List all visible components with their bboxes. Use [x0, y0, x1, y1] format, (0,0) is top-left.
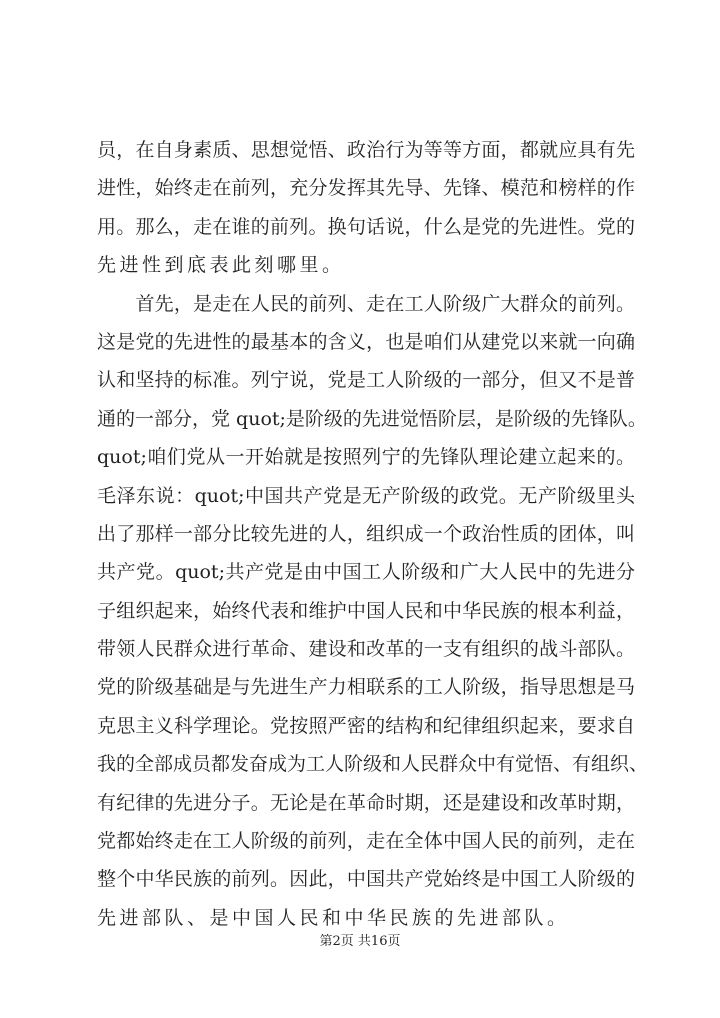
text-line: 通的一部分，党 quot;是阶级的先进觉悟阶层，是阶级的先锋队。: [97, 407, 647, 430]
text-line: 认和坚持的标准。列宁说，党是工人阶级的一部分，但又不是普: [97, 369, 635, 392]
text-line: 党的阶级基础是与先进生产力相联系的工人阶级，指导思想是马: [97, 676, 635, 699]
text-line: 党都始终走在工人阶级的前列，走在全体中国人民的前列，走在: [97, 830, 635, 853]
text-line: 先进性到底表此刻哪里。: [97, 254, 345, 277]
text-line: 出了那样一部分比较先进的人，组织成一个政治性质的团体，叫: [97, 522, 635, 545]
text-line: 有纪律的先进分子。无论是在革命时期，还是建设和改革时期，: [97, 791, 635, 814]
text-line: 共产党。quot;共产党是由中国工人阶级和广大人民中的先进分: [97, 561, 635, 584]
text-line: 子组织起来，始终代表和维护中国人民和中华民族的根本利益，: [97, 599, 635, 622]
text-line: 克思主义科学理论。党按照严密的结构和纪律组织起来，要求自: [97, 714, 635, 737]
text-line: 这是党的先进性的最基本的含义，也是咱们从建党以来就一向确: [97, 330, 635, 353]
text-line: 首先，是走在人民的前列、走在工人阶级广大群众的前列。: [97, 292, 635, 315]
text-line: 用。那么，走在谁的前列。换句话说，什么是党的先进性。党的: [97, 215, 635, 238]
text-line: 带领人民群众进行革命、建设和改革的一支有组织的战斗部队。: [97, 638, 635, 661]
text-line: 进性，始终走在前列，充分发挥其先导、先锋、模范和榜样的作: [97, 177, 635, 200]
document-body: [97, 131, 649, 937]
page-footer: 第2页 共16页: [319, 934, 401, 949]
text-line: 毛泽东说：quot;中国共产党是无产阶级的政党。无产阶级里头: [97, 484, 635, 507]
text-line: 我的全部成员都发奋成为工人阶级和人民群众中有觉悟、有组织、: [97, 753, 649, 776]
text-line: 员，在自身素质、思想觉悟、政治行为等等方面，都就应具有先: [97, 139, 635, 161]
text-line: 先进部队、是中国人民和中华民族的先进部队。: [97, 906, 570, 929]
text-line: 整个中华民族的前列。因此，中国共产党始终是中国工人阶级的: [97, 868, 635, 891]
text-line: quot;咱们党从一开始就是按照列宁的先锋队理论建立起来的。: [97, 446, 635, 469]
